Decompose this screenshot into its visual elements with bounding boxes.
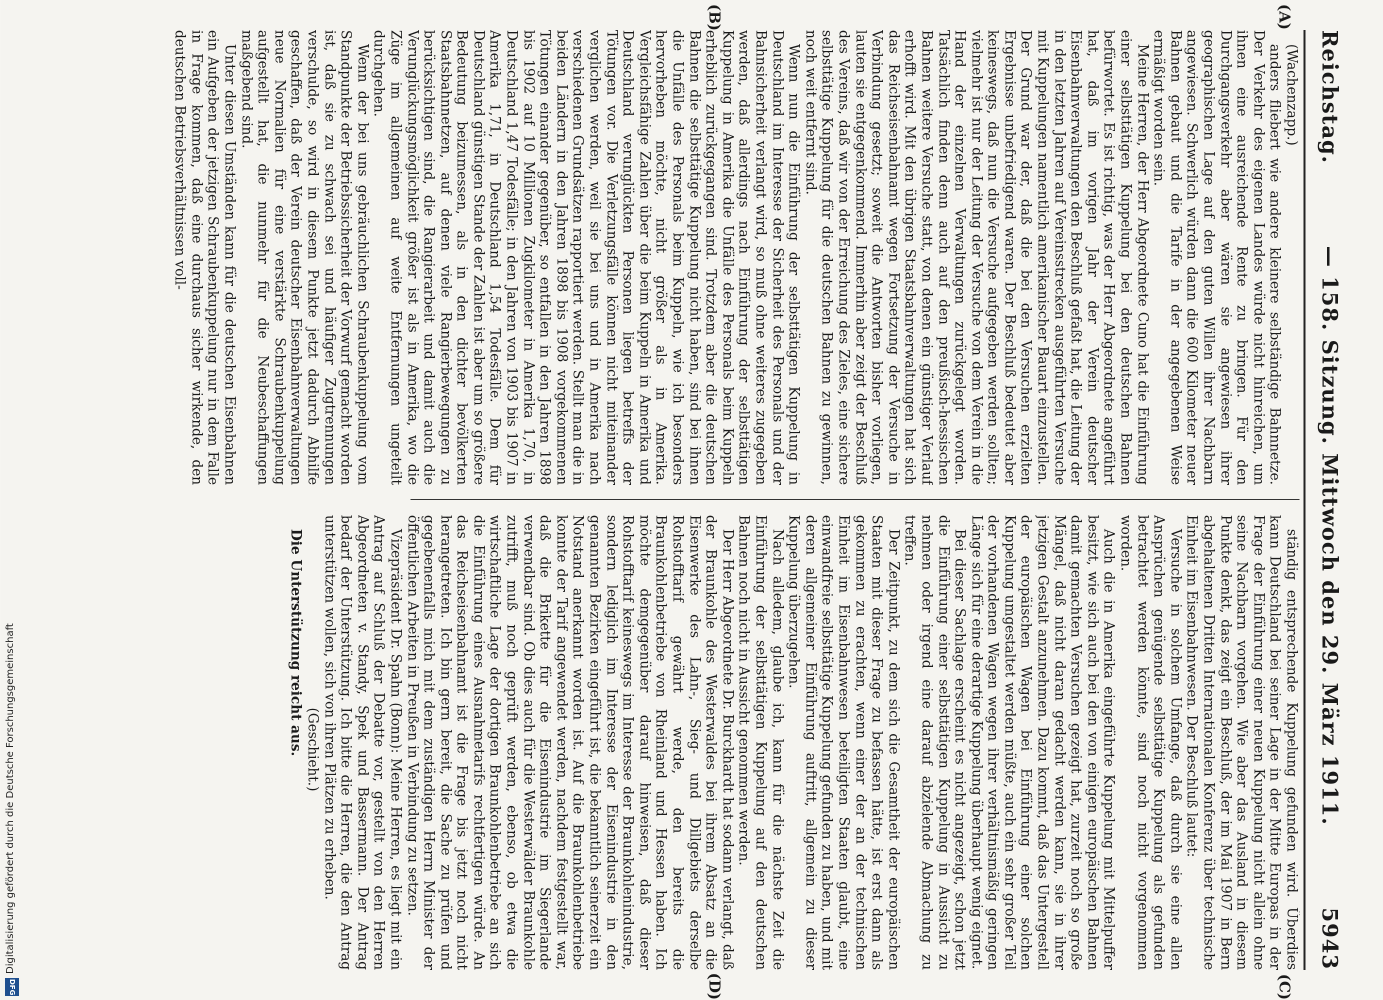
paragraph: Der Herr Abgeordnete Dr. Burckhardt hat sodann verlangt, daß der Braunkohle des Westerwaldes bei ihrem Absatz an die Eisenwerke des Lahn-, Sieg- und Dillgebiets derselbe Rohstofftarif gewährt werde, den bereits die Braunkohlenbetriebe von Rheinland und Hessen haben. Ich möchte demgegenüber darauf hinweisen, daß dieser Rohstofftarif keineswegs im Interesse der Braunkohlenindustrie, sondern lediglich im Interesse der Eisenindustrie in den genannten Bezirken eingeführt ist, die bekanntlich seinerzeit ein Notstand anerkannt worden ist. Auf die Braunkohlenbetriebe konnte der Tarif angewendet werden, nachdem festgestellt war, daß die Brikette für die Eisenindustrie im Siegerlande verwendbar sind. Ob dies auch für die Westerwälder Braunkohle zutrifft, muß noch geprüft werden, ebenso, ob etwa die wirtschaftliche Lage der dortigen Braunkohlenbetriebe an sich die Einführung eines Ausnahmetarifs rechtfertigen würde. An das Reichseisenbahnamt ist die Frage bis jetzt noch nicht herangetreten. Ich bin gern bereit, die Sache zu prüfen und gegebenenfalls mich mit dem zuständigen Herrn Minister der öffentlichen Arbeiten in Preußen in Verbindung zu setzen. (403, 515, 735, 970)
header-left: Reichstag. (1317, 30, 1343, 164)
side-credit (2, 0, 22, 1000)
paragraph: Wenn der bei uns gebräuchlichen Schraubenkuppelung vom Standpunkte der Betriebssicherheit der Vorwurf gemacht worden ist, daß sie zu schwach sei und häufiger Zugtrennungen verschulde, so wird in diesem Punkte jetzt dadurch Abhilfe geschaffen, daß der Verein deutscher Eisenbahnverwaltungen neue Normalien für eine verstärkte Schraubenkuppelung aufgestellt hat, die nunmehr für die Neubeschaffungen maßgebend sind. (237, 30, 370, 485)
quote-paragraph: Versuche in solchem Umfange, daß durch sie eine allen Ansprüchen genügende selbsttätige Kuppelung als gefunden betrachtet werden könnte, sind noch nicht vorgenommen worden. (1117, 515, 1183, 970)
paragraph: Meine Herren, der Herr Abgeordnete Cuno hat die Einführung einer selbsttätigen Kuppelung bei den deutschen Bahnen befürwortet. Es ist richtig, was der Herr Abgeordnete angeführt hat, daß im vorigen Jahr der Verein deutscher Eisenbahnverwaltungen den Beschluß gefaßt hat, die Leitung der in den letzten Jahren auf Vereinsstrecken ausgeführten Versuche mit Kuppelungen namentlich amerikanischer Bauart einzustellen. Der Grund war der, daß die bei den Versuchen erzielten Ergebnisse unbefriedigend waren. Der Beschluß bedeutet aber keineswegs, daß nun die Versuche aufgegeben werden sollten; vielmehr ist nur der Leitung der Versuche von dem Verein in die Hand der einzelnen Verwaltungen zurückgelegt worden. Tatsächlich finden denn auch auf den preußisch-hessischen Bahnen weitere Versuche statt, von denen ein günstiger Verlauf erhofft wird. Mit den übrigen Staatsbahnverwaltungen hat sich das Reichseisenbahnamt wegen Fortsetzung der Versuche in Verbindung gesetzt; soweit die Antworten bisher vorliegen, lauten sie entgegenkommend. Immerhin aber zeigt der Beschluß des Vereins, daß wir von der Erreichung des Zieles, eine sichere selbsttätige Kuppelung für die deutschen Bahnen zu gewinnen, noch weit entfernt sind. (801, 30, 1150, 485)
left-column (80, 30, 1299, 485)
column-divider (410, 499, 1299, 500)
paragraph: Wenn nun die Einführung der selbsttätigen Kuppelung in Deutschland im Interesse der Sicherheit des Personals und der Bahnsicherheit verlangt wird, so muß ohne weiteres zugegeben werden, daß allerdings nach Einführung der selbsttätigen Kuppelung in Amerika die Unfälle des Personals beim Kuppeln erheblich zurückgegangen sind. Trotzdem aber die deutschen Bahnen die selbsttätige Kuppelung nicht haben, sind bei ihnen die Unfälle des Personals beim Kuppeln, wie ich besonders hervorheben möchte, nicht größer als in Amerika. Vergleichsfähige Zahlen über die beim Kuppeln in Amerika und Deutschland verunglückten Personen liegen betreffs der Tötungen vor. Die Verletzungsfälle können nicht miteinander verglichen werden, weil sie bei uns und in Amerika nach verschiedenen Grundsätzen rapportiert werden. Stellt man die in beiden Ländern in den Jahren 1898 bis 1908 vorgekommenen Tötungen einander gegenüber, so entfallen in den Jahren 1898 bis 1902 auf 10 Millionen Zugkilometer in Amerika 1,70, in Deutschland 1,47 Todesfälle; in den Jahren von 1903 bis 1907 in Amerika 1,71, in Deutschland 1,54 Todesfälle. Dem für Deutschland günstigen Stande der Zahlen ist aber um so größere Bedeutung beizumessen, als in den dichter bevölkerten Staatsbahnnetzen, auf denen viele Rangierbewegungen zu berücksichtigen sind, die Rangierarbeit und damit auch die Verunglückungsmöglichkeit größer ist als in Amerika, wo die Züge im allgemeinen auf weite Entfernungen ungeteilt durchgehen. (370, 30, 802, 485)
header-rule (1303, 30, 1305, 970)
page-header (1313, 30, 1347, 970)
credit-text: Digitalisierung gefördert durch die Deutsche Forschungsgemeinschaft (5, 623, 16, 974)
paragraph: (Geschieht.) (303, 707, 320, 792)
marker-c: (C) (1275, 973, 1293, 1000)
right-column (80, 515, 1299, 970)
header-center: — 158. Sitzung. Mittwoch den 29. März 1911. (1317, 245, 1343, 826)
page-number: 5943 (1317, 907, 1343, 970)
marker-b: (B) (705, 4, 723, 31)
paragraph: Nach alledem, glaube ich, kann für die nächste Zeit die Einführung der selbsttätigen Kuppelung auf den deutschen Bahnen noch nicht in Aussicht genommen werden. (735, 515, 785, 970)
marker-a: (A) (1275, 4, 1293, 30)
paragraph: (Wachenzapp.) (1283, 44, 1299, 146)
paragraph: Unter diesen Umständen kann für die deutschen Eisenbahnen ein Aufgeben der jetzigen Schraubenkuppelung nur in dem Falle in Frage kommen, daß eine durchaus sicher wirkende, den deutschen Betriebsverhältnissen voll- (171, 30, 237, 485)
marker-d: (D) (705, 972, 723, 1000)
dfg-logo: DFG (5, 978, 19, 996)
paragraph: Die Unterstützung reicht aus. (287, 529, 304, 757)
quote-paragraph: Der Zeitpunkt, zu dem sich die Gesamtheit der europäischen Staaten mit dieser Frage zu befassen hätte, ist erst dann als gekommen zu erachten, wenn einer der an der technischen Einheit im Eisenbahnwesen beteiligten Staaten glaubt, eine einwandfreie selbsttätige Kuppelung gefunden zu haben, und mit deren allgemeiner Einführung auftritt, allgemein zu dieser Kuppelung überzugehen. (785, 515, 901, 970)
quote-paragraph: Bei dieser Sachlage erscheint es nicht angezeigt, schon jetzt die Einführung einer selbsttätigen Kuppelung in Aussicht zu nehmen oder irgend eine darauf abzielende Abmachung zu treffen. (901, 515, 968, 970)
quote-paragraph: Auch die in Amerika eingeführte Kuppelung mit Mittelpuffer besitzt, wie sich auch bei den von einigen europäischen Bahnen damit gemachten Versuchen gezeigt hat, zurzeit noch so große Mängel, daß nicht daran gedacht werden kann, sie in ihrer jetzigen Gestalt anzunehmen. Dazu kommt, daß das Untergestell der europäischen Wagen bei Einführung einer solchen Kuppelung umgestaltet werden müßte, auch ein sehr großer Teil der vorhandenen Wagen wegen ihrer verhältnismäßig geringen Länge sich für eine derartige Kuppelung überhaupt wenig eignet. (967, 515, 1117, 970)
paragraph: anders fliebert wie andere kleinere selbständige Bahnnetze. Der Verkehr des eigenen Landes würde nicht hinreichen, um ihnen eine ausreichende Rente zu bringen. Für den Durchgangsverkehr aber wären sie angewiesen ihrer geographischen Lage auf den guten Willen ihrer Nachbarn angewiesen. Schwerlich würden dann die 600 Kilometer neuer Bahnen gebaut und die Tarife in der angegebenen Weise ermäßigt worden sein. (1150, 30, 1283, 485)
paragraph: ständig entsprechende Kuppelung gefunden wird. Überdies kann Deutschland bei seiner Lage in der Mitte Europas in der Frage der Einführung einer neuen Kuppelung nicht allein ohne seine Nachbarn vorgehen. Wie aber das Ausland in diesem Punkte denkt, das zeigt ein Beschluß, der im Mai 1907 in Bern abgehaltenen Dritten Internationalen Konferenz über technische Einheit im Eisenbahnwesen. Der Beschluß lautet: (1183, 515, 1299, 970)
paragraph: Vizepräsident Dr. Spahn (Bonn): Meine Herren, es liegt mit ein Antrag auf Schluß der Debatte vor, gestellt von den Herren Abgeordneten v. Standy, Spek und Bassermann. Der Antrag bedarf der Unterstützung. Ich bitte die Herren, die den Antrag unterstützen wollen, sich von ihren Plätzen zu erheben. (320, 515, 403, 970)
